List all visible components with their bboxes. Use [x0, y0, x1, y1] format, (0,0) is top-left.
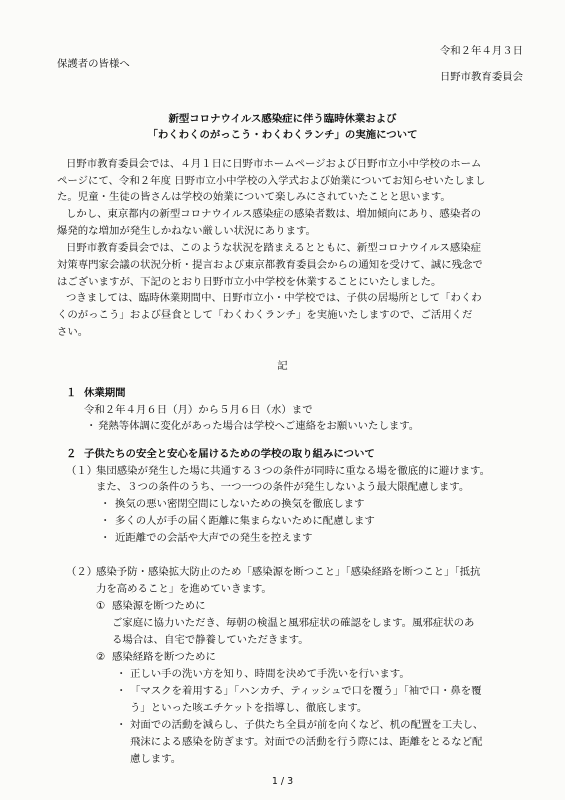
- recipient: 保護者の皆様へ: [57, 58, 130, 70]
- title-line-1: 新型コロナウイルス感染症に伴う臨時休業および: [168, 113, 397, 125]
- sub2-bullet-line: 「マスクを着用する」「ハンカチ、ティッシュで口を覆う」「袖で口・鼻を覆: [130, 685, 482, 697]
- intro-line: つきましては、臨時休業期間中、日野市立小・中学校では、子供の居場所として「わくわ: [66, 292, 482, 304]
- item1-bullet: 近距離での会話や大声での発生を控えます: [115, 532, 313, 544]
- sub1-number: ①: [96, 600, 106, 612]
- item2-line: 力を高めること」を進めていきます。: [96, 583, 272, 595]
- bullet-dot: ・: [116, 668, 127, 680]
- bullet-dot: ・: [100, 532, 111, 544]
- item1-number: （１）: [66, 465, 98, 477]
- item1-bullet: 換気の悪い密閉空間にしないための換気を徹底します: [115, 498, 365, 510]
- bullet-dot: ・: [116, 719, 127, 731]
- date: 令和２年４月３日: [439, 45, 523, 57]
- title-line-2: 「わくわくのがっこう・わくわくランチ」の実施について: [147, 129, 418, 141]
- section2-heading: 子供たちの安全と安心を届けるための学校の取り組みについて: [84, 448, 375, 460]
- sub2-bullet-line: う」といった咳エチケットを指導し、徹底します。: [130, 702, 368, 714]
- ki-marker: 記: [277, 360, 288, 372]
- intro-line: ページにて、令和２年度 日野市立小中学校の入学式および始業についてお知らせいたしまし: [57, 175, 486, 187]
- sub2-bullet-line: 慮します。: [130, 753, 182, 765]
- section1-period: 令和２年４月６日（月）から５月６日（水）まで: [84, 404, 313, 416]
- bullet-dot: ・: [100, 515, 111, 527]
- intro-line: さい。: [57, 326, 89, 338]
- sub2-bullet-line: 飛沫による感染を防ぎます。対面での活動を行う際には、距離をとるなど配: [130, 736, 483, 748]
- intro-line: た。児童・生徒の皆さんは学校の始業について楽しみにされていたことと思います。: [57, 191, 451, 203]
- section2-number: ２: [66, 448, 77, 460]
- intro-line: しかし、東京都内の新型コロナウイルス感染症の感染者数は、増加傾向にあり、感染者の: [66, 208, 481, 220]
- item2-number: （２）: [66, 566, 98, 578]
- sub1-line: る場合は、自宅で静養していただきます。: [112, 634, 309, 646]
- bullet-dot: ・: [116, 685, 127, 697]
- intro-line: 対策専門家会議の状況分析・提言および東京都教育委員会からの通知を受けて、誠に残念で: [57, 259, 483, 271]
- intro-line: はございますが、下記のとおり日野市立小中学校を休業することにいたしました。: [57, 276, 442, 288]
- item1-bullet: 多くの人が手の届く距離に集まらないために配慮します: [115, 515, 375, 527]
- intro-line: 爆発的な増加が発生しかねない厳しい状況にあります。: [57, 225, 316, 237]
- sub2-bullet-line: 正しい手の洗い方を知り、時間を決めて手洗いを行います。: [130, 668, 410, 680]
- sender: 日野市教育委員会: [439, 71, 523, 83]
- intro-line: 日野市教育委員会では、このような状況を踏まえるとともに、新型コロナウイルス感染症: [66, 242, 481, 254]
- page-number: 1 / 3: [271, 776, 294, 787]
- bullet-dot: ・: [86, 420, 97, 432]
- section1-number: １: [66, 387, 77, 399]
- sub1-line: ご家庭に協力いただき、毎朝の検温と風邪症状の確認をします。風邪症状のあ: [112, 617, 475, 629]
- intro-line: くのがっこう」および昼食として「わくわくランチ」を実施いたしますので、ご活用くだ: [57, 309, 473, 321]
- intro-line: 日野市教育委員会では、４月１日に日野市ホームページおよび日野市立小中学校のホーム: [66, 158, 482, 170]
- item1-line: 集団感染が発生した場に共通する３つの条件が同時に重なる場を徹底的に避けます。: [96, 465, 491, 477]
- item2-line: 感染予防・感染拡大防止のため「感染源を断つこと」「感染経路を断つこと」「抵抗: [96, 566, 481, 578]
- sub2-bullet-line: 対面での活動を減らし、子供たち全員が前を向くなど、机の配置を工夫し、: [130, 719, 484, 731]
- sub1-heading: 感染源を断つために: [112, 600, 206, 612]
- sub2-number: ②: [96, 651, 106, 663]
- bullet-dot: ・: [100, 498, 111, 510]
- sub2-heading: 感染経路を断つために: [112, 651, 216, 663]
- item1-line: また、３つの条件のうち、一つ一つの条件が発生しないよう最大限配慮します。: [96, 481, 470, 493]
- section1-note: 発熱等体調に変化があった場合は学校へご連絡をお願いいたします。: [98, 420, 420, 432]
- section1-heading: 休業期間: [84, 387, 126, 399]
